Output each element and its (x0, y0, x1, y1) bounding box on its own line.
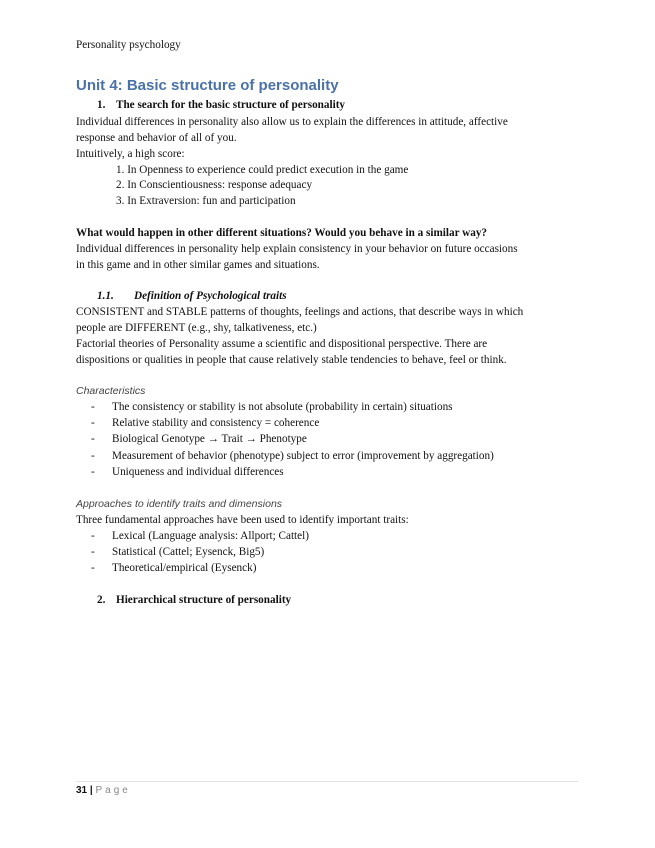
bullet-item: Theoretical/empirical (Eysenck) (112, 562, 257, 574)
paragraph-line: Individual differences in personality help explain consistency in your behavior on future occasions (76, 243, 518, 255)
paragraph-line: Factorial theories of Personality assume a scientific and dispositional perspective. There are (76, 338, 488, 350)
bullet-dash: - (91, 450, 95, 462)
bullet-dash: - (91, 530, 95, 542)
paragraph-line: CONSISTENT and STABLE patterns of thoughts, feelings and actions, that describe ways in which (76, 306, 524, 318)
list-item: 2. In Conscientiousness: response adequacy (116, 179, 313, 191)
bullet-dash: - (91, 562, 95, 574)
question-line: What would happen in other different situations? Would you behave in a similar way? (76, 227, 488, 239)
bullet-item: The consistency or stability is not absolute (probability in certain) situations (112, 401, 453, 413)
section-1-heading: The search for the basic structure of personality (116, 99, 346, 111)
page-footer (76, 784, 131, 798)
paragraph-line: Three fundamental approaches have been used to identify important traits: (76, 514, 409, 526)
paragraph-line: Intuitively, a high score: (76, 148, 185, 160)
approaches-heading: Approaches to identify traits and dimensions (76, 498, 283, 510)
unit-title: Unit 4: Basic structure of personality (76, 77, 339, 94)
paragraph-line: Individual differences in personality also allow us to explain the differences in attitude, affective (76, 116, 508, 128)
list-item: 3. In Extraversion: fun and participation (116, 195, 296, 207)
footer-divider (76, 781, 579, 782)
paragraph-line: response and behavior of all of you. (76, 132, 237, 144)
list-item: 1. In Openness to experience could predict execution in the game (116, 164, 409, 176)
section-1-1-number: 1.1. (97, 290, 114, 302)
bullet-dash: - (91, 546, 95, 558)
paragraph-line: in this game and in other similar games and situations. (76, 259, 320, 271)
page-number: 31 (76, 785, 88, 796)
bullet-item: Lexical (Language analysis: Allport; Cattel) (112, 530, 309, 542)
bullet-item: Statistical (Cattel; Eysenck, Big5) (112, 546, 265, 558)
bullet-item: Measurement of behavior (phenotype) subject to error (improvement by aggregation) (112, 450, 494, 462)
bullet-item: Biological Genotype → Trait → Phenotype (112, 433, 307, 445)
bullet-item: Relative stability and consistency = coherence (112, 417, 320, 429)
section-2-heading: Hierarchical structure of personality (116, 594, 292, 606)
footer-separator: | (89, 785, 93, 796)
bullet-item: Uniqueness and individual differences (112, 466, 284, 478)
paragraph-line: dispositions or qualities in people that cause relatively stable tendencies to behave, feel or think. (76, 354, 507, 366)
page-label: Page (95, 785, 131, 796)
running-header: Personality psychology (76, 39, 181, 51)
bullet-dash: - (91, 417, 95, 429)
paragraph-line: people are DIFFERENT (e.g., shy, talkativeness, etc.) (76, 322, 317, 334)
section-2-number: 2. (97, 594, 106, 606)
bullet-dash: - (91, 466, 95, 478)
section-1-1-heading: Definition of Psychological traits (134, 290, 287, 302)
characteristics-heading: Characteristics (76, 385, 146, 397)
bullet-dash: - (91, 401, 95, 413)
bullet-dash: - (91, 433, 95, 445)
section-1-number: 1. (97, 99, 106, 111)
